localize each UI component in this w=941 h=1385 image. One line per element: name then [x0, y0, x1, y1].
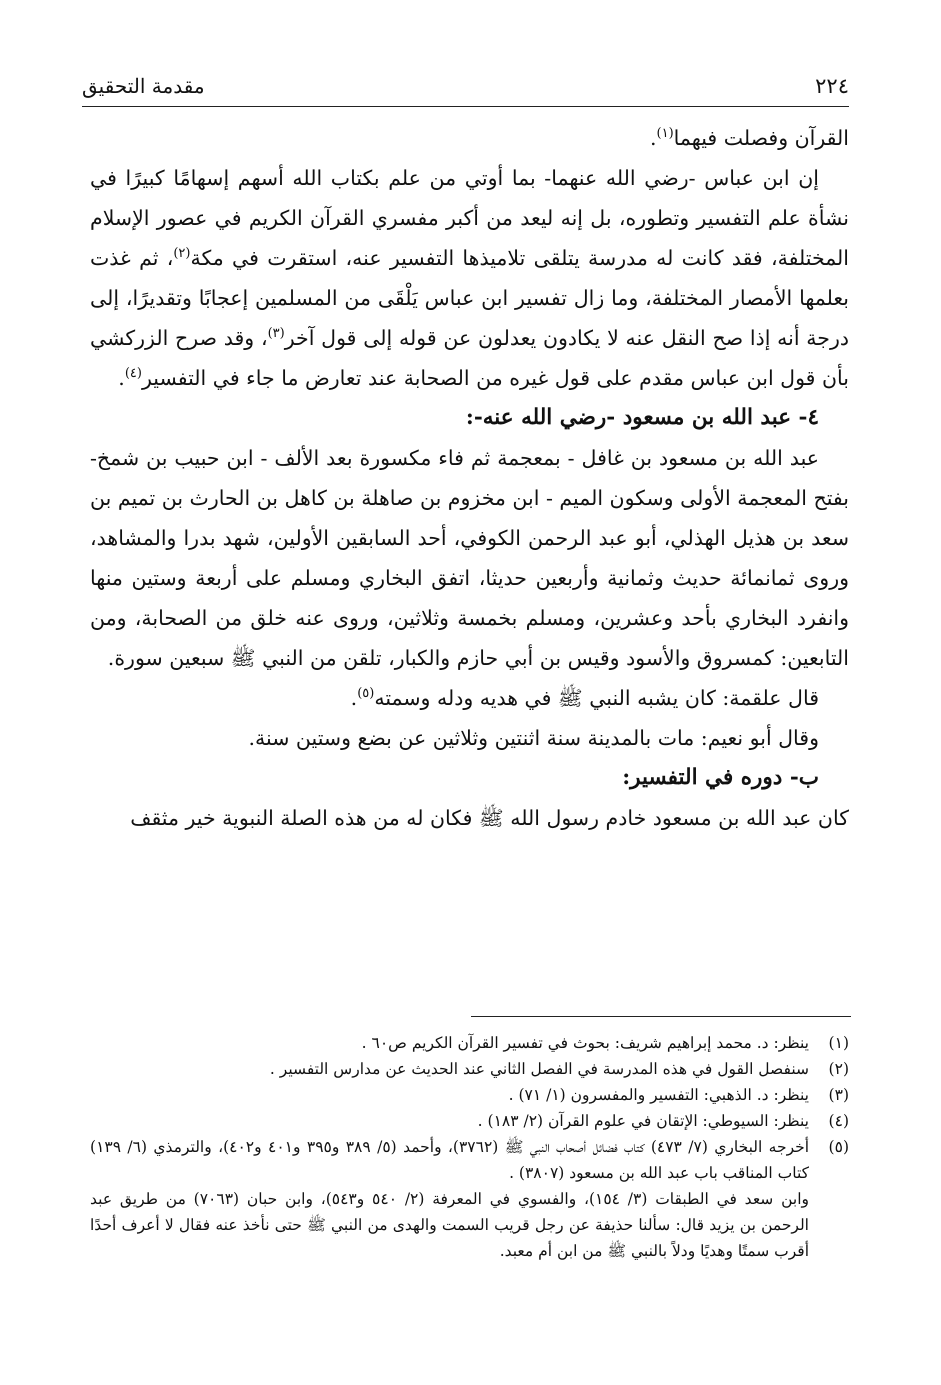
paragraph: إن ابن عباس -رضي الله عنهما- بما أوتي من علم بكتاب الله أسهم إسهامًا كبيرًا في نشأة علم التفسير وتطوره، بل إنه ليعد من أكبر مفسري القرآن الكريم في عصور الإسلام المختلفة، فقد كانت له مدرسة يتلقى تلاميذها التفسير عنه، استقرت في مكة$^{(٢)}$، ثم غذت بعلمها الأمصار المختلفة، وما زال تفسير ابن عباس يَلْقَى من المسلمين إعجابًا وتقديرًا، إلى درجة أنه إذا صح النقل عنه لا يكادون يعدلون عن قوله إلى قول آخر$^{(٣)}$، وقد صرح الزركشي بأن قول ابن عباس مقدم على قول غيره من الصحابة عند تعارض ما جاء في التفسير$^{(٤)}$.: [90, 166, 849, 390]
footnote-text: ينظر: د. محمد إبراهيم شريف: بحوث في تفسير القرآن الكريم ص٦٠ .: [361, 1034, 809, 1052]
paragraph-text: إن ابن عباس -رضي الله عنهما- بما أوتي من علم بكتاب الله أسهم إسهامًا كبيرًا في نشأة علم التفسير وتطوره، بل إنه ليعد من أكبر مفسري القرآن الكريم في عصور الإسلام المختلفة، فقد كانت له مدرسة يتلقى تلاميذها التفسير عنه، استقرت في مكة: [90, 166, 849, 270]
footnote-continuation: وابن سعد في الطبقات (٣/ ١٥٤)، والفسوي في المعرفة (٢/ ٥٤٠ و٥٤٣)، وابن حبان (٧٠٦٣) من طريق عبد الرحمن بن يزيد قال: سألنا حذيفة عن رجل قريب السمت والهدى من النبي ﷺ حتى نأخذ عنه فقال لا أعرف أحدًا أقرب سمتًا وهديًا ودلاً بالنبي ﷺ من ابن أم معبد.: [90, 1190, 809, 1260]
section-heading: ب- دوره في التفسير:: [622, 765, 819, 790]
footnote-number: (٢): [828, 1060, 849, 1078]
footnote-number: (١): [828, 1034, 849, 1052]
paragraph-text: قال علقمة: كان يشبه النبي ﷺ في هديه ودله وسمته: [374, 686, 819, 710]
paragraph-text: ، وقد صرح الزركشي بأن قول ابن عباس مقدم على قول غيره من الصحابة عند تعارض ما جاء في التفسير: [90, 326, 849, 390]
paragraph: وقال أبو نعيم: مات بالمدينة سنة اثنتين وثلاثين عن بضع وستين سنة.: [248, 726, 819, 750]
paragraph: كان عبد الله بن مسعود خادم رسول الله ﷺ فكان له من هذه الصلة النبوية خير مثقف: [130, 806, 849, 830]
page-header: [82, 66, 849, 107]
footnote-item: [90, 1134, 849, 1186]
running-title: مقدمة التحقيق: [82, 74, 205, 98]
footnote-number: (٣): [828, 1086, 849, 1104]
footnotes: [90, 1030, 849, 1264]
footnote-text: سنفصل القول في هذه المدرسة في الفصل الثاني عند الحديث عن مدارس التفسير .: [269, 1060, 809, 1078]
footnote-number: (٤): [828, 1112, 849, 1130]
paragraph: قال علقمة: كان يشبه النبي ﷺ في هديه ودله وسمته$^{(٥)}$.: [350, 686, 819, 710]
footnote-item: [90, 1030, 849, 1056]
footnote-number: (٥): [828, 1138, 849, 1156]
footnote-text: أخرجه البخاري (٧/ ٤٧٣) كتاب فضائل أصحاب النبي ﷺ (٣٧٦٢)، وأحمد (٥/ ٣٨٩ و٣٩٥ و٤٠١ و٤٠٢)، والترمذي (٦/ ١٣٩) كتاب المناقب باب عبد الله بن مسعود (٣٨٠٧) .: [90, 1138, 810, 1182]
footnote-ref[interactable]: (٢): [173, 246, 191, 262]
footnote-item: [90, 1082, 849, 1108]
section-heading: ٤- عبد الله بن مسعود -رضي الله عنه-:: [465, 405, 819, 430]
footnote-ref[interactable]: (١): [656, 126, 674, 142]
paragraph: عبد الله بن مسعود بن غافل - بمعجمة ثم فاء مكسورة بعد الألف - ابن حبيب بن شمخ- بفتح المعجمة الأولى وسكون الميم - ابن مخزوم بن صاهلة بن كاهل بن الحارث بن تميم بن سعد بن هذيل الهذلي، أبو عبد الرحمن الكوفي، أحد السابقين الأولين، شهد بدرا والمشاهد، وروى ثمانمائة حديث وثمانية وأربعين حديثا، اتفق البخاري ومسلم على أربعة وستين منها وانفرد البخاري بأحد وعشرين، ومسلم بخمسة وثلاثين، وروى عنه خلق من الصحابة، ومن التابعين: كمسروق والأسود وقيس بن أبي حازم والكبار، تلقن من النبي ﷺ سبعين سورة.: [90, 446, 849, 670]
footnote-text: ينظر: د. الذهبي: التفسير والمفسرون (١/ ٧١) .: [508, 1086, 809, 1104]
paragraph-text: القرآن وفصلت فيهما: [673, 126, 849, 150]
paragraph-text: ، ثم غذت بعلمها الأمصار المختلفة، وما زال تفسير ابن عباس يَلْقَى من المسلمين إعجابًا وتقديرًا، إلى درجة أنه إذا صح النقل عنه لا يكادون يعدلون عن قوله إلى قول آخر: [90, 246, 849, 350]
paragraph: القرآن وفصلت فيهما$^{(١)}$.: [649, 126, 849, 150]
footnote-ref[interactable]: (٥): [357, 686, 375, 702]
footnote-ref[interactable]: (٤): [124, 366, 142, 382]
main-text: [90, 118, 849, 838]
footnote-item: [90, 1108, 849, 1134]
page-number: ٢٢٤: [815, 74, 849, 98]
footnote-item: [90, 1056, 849, 1082]
footnote-ref[interactable]: (٣): [267, 326, 285, 342]
footnote-divider: [471, 1016, 851, 1017]
footnote-text: ينظر: السيوطي: الإتقان في علوم القرآن (٢/ ١٨٣) .: [477, 1112, 809, 1130]
